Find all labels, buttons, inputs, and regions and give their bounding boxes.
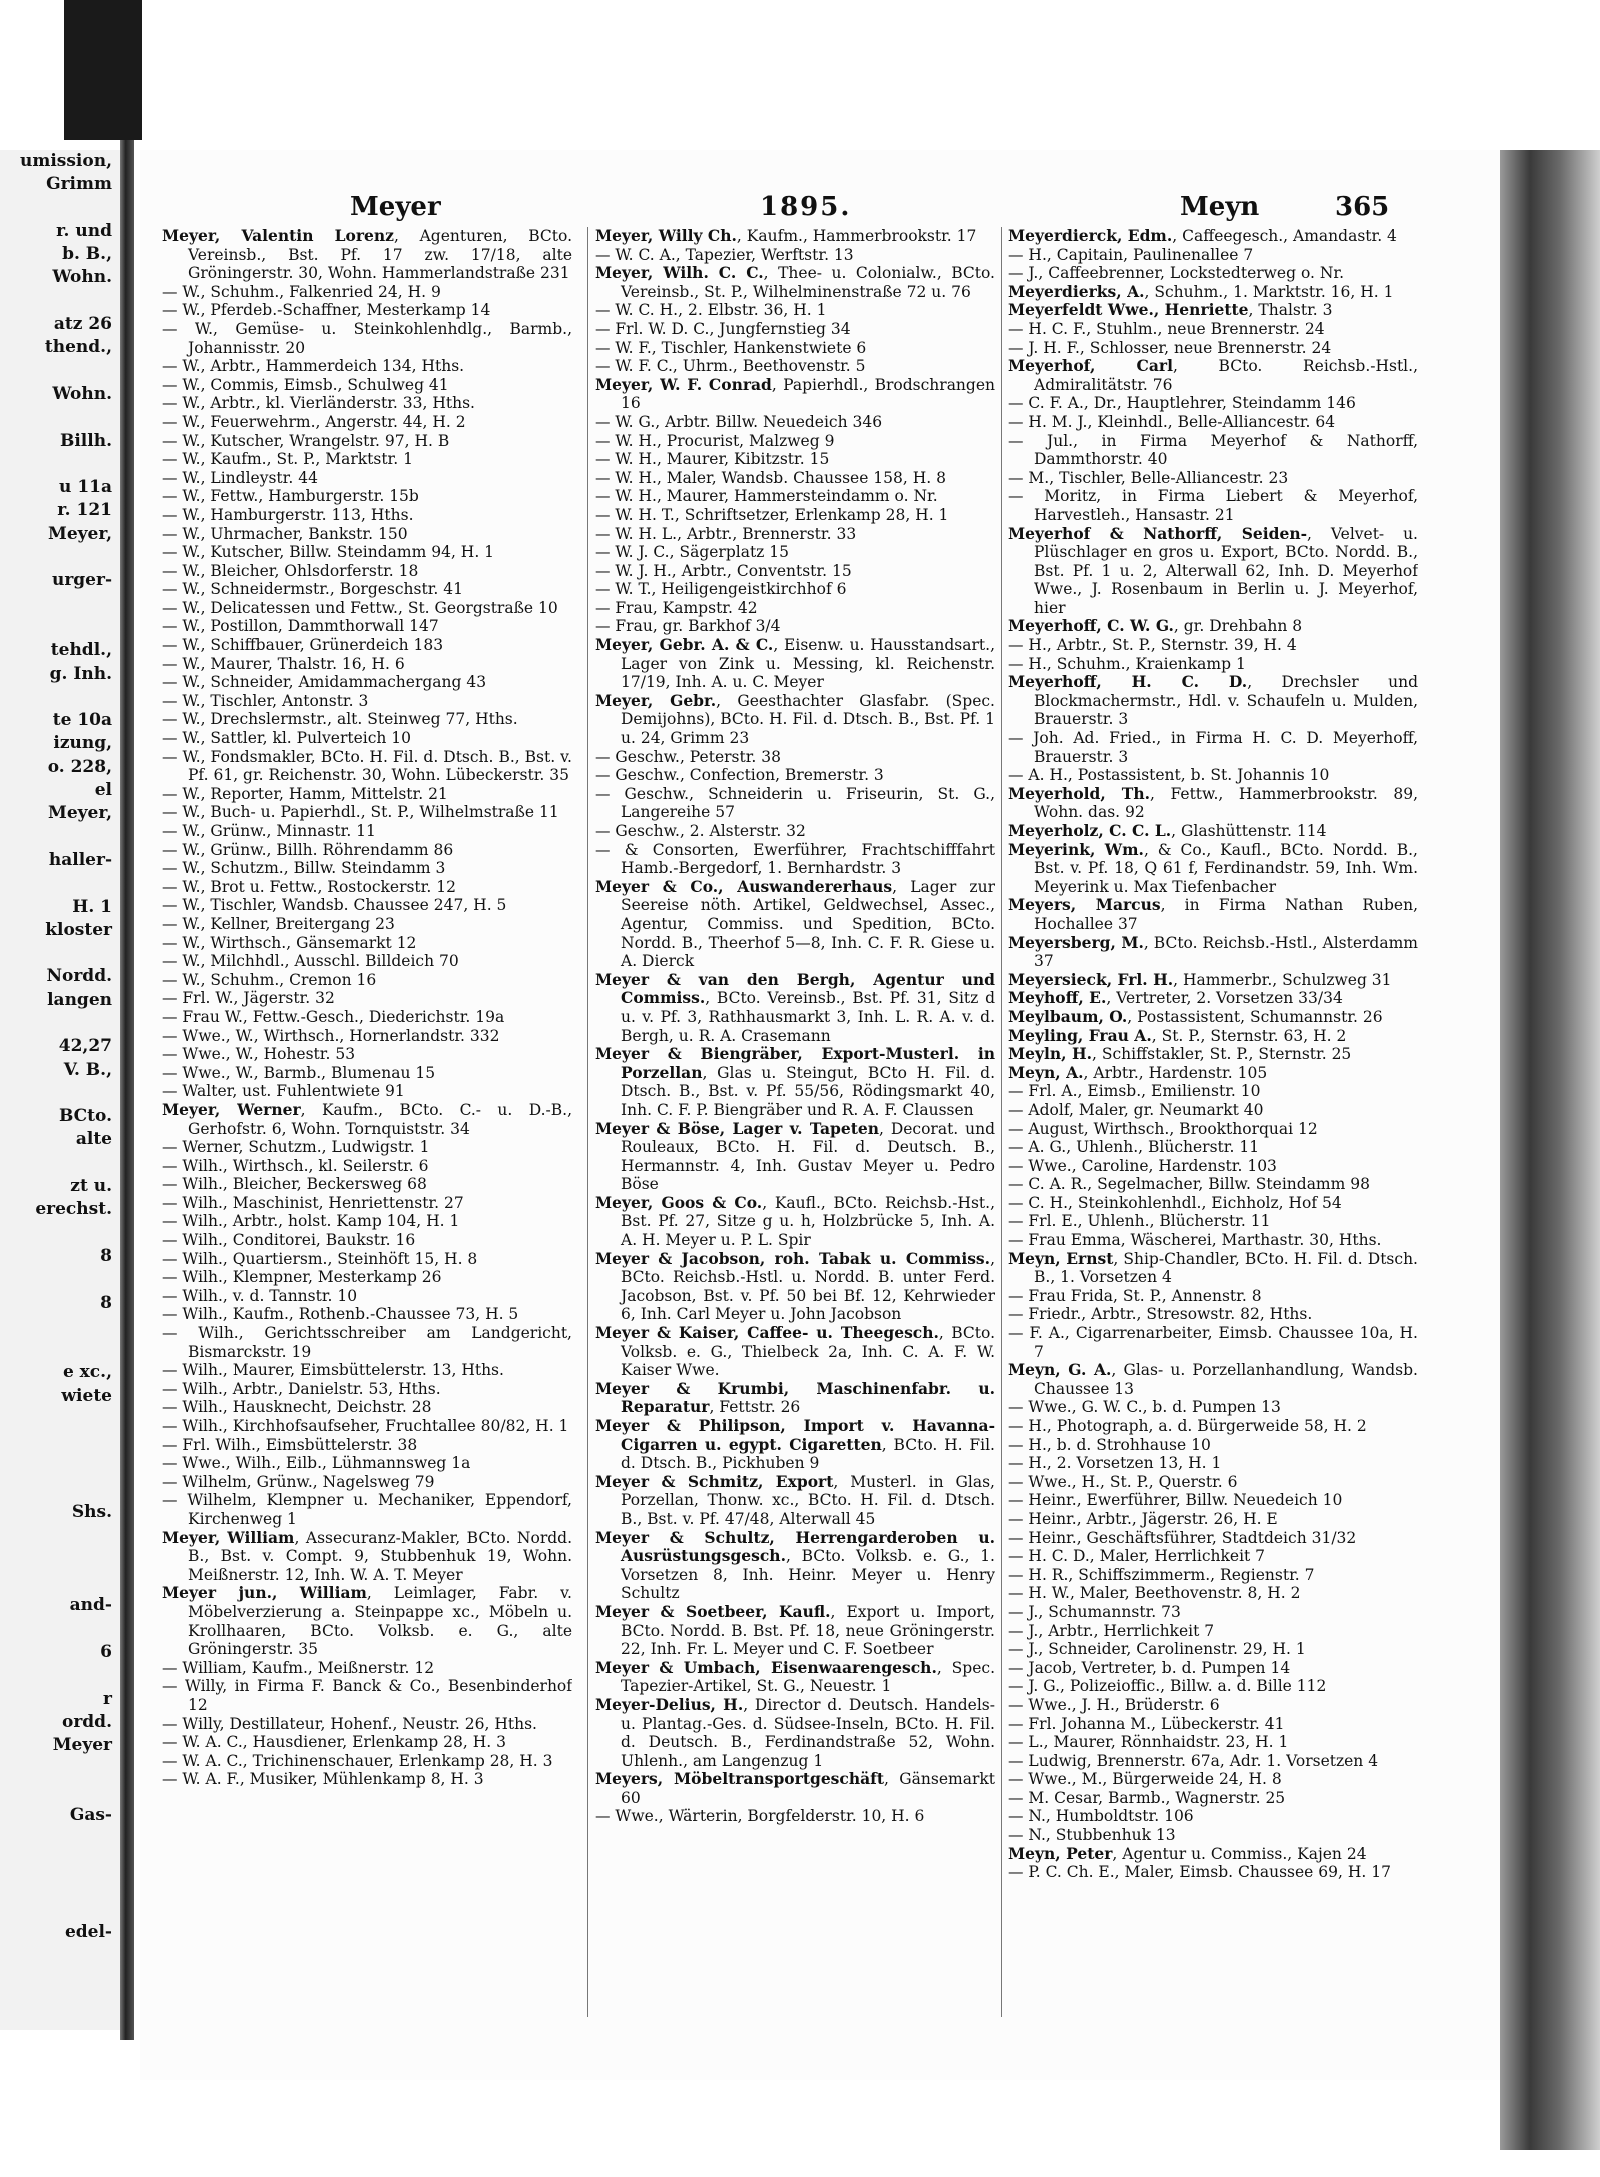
directory-entry: — Geschw., Schneiderin u. Friseurin, St. G., Langereihe 57 <box>595 784 995 822</box>
directory-entry: — H., 2. Vorsetzen 13, H. 1 <box>1008 1454 1222 1473</box>
running-head-year: 1895. <box>760 192 852 222</box>
directory-entry: Meyn, Ernst, Ship-Chandler, BCto. H. Fil. d. Dtsch. B., 1. Vorsetzen 4 <box>1008 1248 1418 1287</box>
fragment-line <box>0 1152 120 1175</box>
directory-entry: — Frl. W., Jägerstr. 32 <box>162 989 335 1008</box>
adjacent-page-fragment <box>0 150 120 2030</box>
directory-entry: Meyer & Jacobson, roh. Tabak u. Commiss., BCto. Reichsb.-Hstl. u. Nordd. B. unter Ferd. Jacobson, Bst. v. Pf. 50 bei Bf. 12, Kehrwieder 6, Inh. Carl Meyer u. John Jacobson <box>595 1248 995 1324</box>
page-edge-shadow <box>1500 150 1600 2150</box>
directory-entry: Meyer & Umbach, Eisenwaarengesch., Spec. Tapezier-Artikel, St. G., Neuestr. 1 <box>595 1657 995 1696</box>
column-rule <box>1001 227 1002 2017</box>
directory-entry: — W., Grünw., Billh. Röhrendamm 86 <box>162 840 454 859</box>
directory-entry: — W., Gemüse- u. Steinkohlenhdlg., Barmb., Johannisstr. 20 <box>162 319 572 357</box>
directory-entry: — W. C. A., Tapezier, Werftstr. 13 <box>595 245 854 264</box>
column-middle <box>595 227 995 2027</box>
fragment-line <box>0 1851 120 1874</box>
fragment-line <box>0 1548 120 1571</box>
fragment-line <box>0 1478 120 1501</box>
fragment-line: 8 <box>100 1245 112 1266</box>
page-gutter <box>120 140 134 2040</box>
directory-entry: — W., Bleicher, Ohlsdorferstr. 18 <box>162 561 419 580</box>
directory-entry: — J., Schneider, Carolinenstr. 29, H. 1 <box>1008 1640 1306 1659</box>
directory-entry: Meyersberg, M., BCto. Reichsb.-Hstl., Alsterdamm 37 <box>1008 932 1418 971</box>
fragment-line: u 11a <box>59 477 112 498</box>
fragment-line <box>0 1315 120 1338</box>
fragment-line: kloster <box>45 919 112 940</box>
fragment-line: wiete <box>61 1385 112 1406</box>
directory-entry: — Frau, Kampstr. 42 <box>595 598 758 617</box>
directory-entry: — W., Uhrmacher, Bankstr. 150 <box>162 524 408 543</box>
column-left <box>162 227 572 2027</box>
directory-entry: — W., Reporter, Hamm, Mittelstr. 21 <box>162 784 448 803</box>
fragment-line: g. Inh. <box>49 663 112 684</box>
directory-entry: — Wwe., M., Bürgerweide 24, H. 8 <box>1008 1770 1282 1789</box>
fragment-line <box>0 1082 120 1105</box>
directory-entry: — J. G., Polizeioffic., Billw. a. d. Bille 112 <box>1008 1677 1327 1696</box>
directory-entry: — Wwe., G. W. C., b. d. Pumpen 13 <box>1008 1398 1281 1417</box>
directory-entry: Meyer & Böse, Lager v. Tapeten, Decorat. und Rouleaux, BCto. H. Fil. d. Deutsch. B., Hermannstr. 4, Inh. Gustav Meyer u. Pedro Böse <box>595 1118 995 1194</box>
directory-entry: — H., Photograph, a. d. Bürgerweide 58, H. 2 <box>1008 1417 1367 1435</box>
fragment-line: izung, <box>53 733 112 754</box>
directory-entry: — Wilh., Kirchhofsaufseher, Fruchtallee 80/82, H. 1 <box>162 1417 569 1435</box>
directory-entry: Meyer & Co., Auswandererhaus, Lager zur Seereise nöth. Artikel, Geldwechsel, Assec., Agentur, Commiss. und Spedition, BCto. Nordd. B., Theerhof 5—8, Inh. C. F. R. Giese u. A. Dierck <box>595 876 995 971</box>
fragment-line <box>0 1408 120 1431</box>
directory-entry: Meyer, W. F. Conrad, Papierhdl., Brodschrangen 16 <box>595 374 995 413</box>
fragment-line <box>0 1664 120 1687</box>
fragment-line <box>0 197 120 220</box>
directory-entry: — W., Feuerwehrm., Angerstr. 44, H. 2 <box>162 412 466 431</box>
fragment-line <box>0 406 120 429</box>
directory-entry: Meyerhoff, H. C. D., Drechsler und Blockmachermstr., Hdl. v. Schaufeln u. Mulden, Brauerstr. 3 <box>1008 672 1418 729</box>
fragment-line: edel- <box>64 1921 112 1942</box>
fragment-line <box>0 1268 120 1291</box>
fragment-line: langen <box>47 989 112 1010</box>
directory-entry: Meyln, H., Schiffstakler, St. P., Sternstr. 25 <box>1008 1044 1352 1064</box>
fragment-line: Wohn. <box>52 267 112 288</box>
directory-entry: Meyer, William, Assecuranz-Makler, BCto. Nordd. B., Bst. v. Compt. 9, Stubbenhuk 19, Wohn. Meißnerstr. 12, Inh. W. A. T. Meyer <box>162 1527 572 1584</box>
directory-entry: — J., Schumannstr. 73 <box>1008 1602 1181 1621</box>
fragment-line <box>0 1338 120 1361</box>
fragment-line <box>0 616 120 639</box>
directory-entry: — W. H. L., Arbtr., Brennerstr. 33 <box>595 524 857 543</box>
fragment-line: Gas- <box>69 1805 112 1826</box>
directory-entry: — W., Tischler, Antonstr. 3 <box>162 691 369 710</box>
directory-entry: — Geschw., Peterstr. 38 <box>595 747 781 766</box>
directory-entry: — W., Lindleystr. 44 <box>162 468 318 487</box>
directory-entry: Meyerholz, C. C. L., Glashüttenstr. 114 <box>1008 821 1327 840</box>
directory-entry: — Jul., in Firma Meyerhof & Nathorff, Dammthorstr. 40 <box>1008 431 1418 469</box>
directory-entry: — Frau Emma, Wäscherei, Marthastr. 30, Hths. <box>1008 1231 1382 1250</box>
directory-entry: — W., Kutscher, Wrangelstr. 97, H. B <box>162 431 450 450</box>
directory-entry: Meyn, Peter, Agentur u. Commiss., Kajen 24 <box>1008 1843 1367 1863</box>
fragment-line <box>0 453 120 476</box>
directory-entry: Meyer, Gebr., Geesthachter Glasfabr. (Spec. Demijohns), BCto. H. Fil. d. Dtsch. B., Bst. Pf. 1 u. 24, Grimm 23 <box>595 690 995 748</box>
fragment-line <box>0 872 120 895</box>
running-head-left: Meyer <box>350 192 441 222</box>
fragment-line: alte <box>75 1129 112 1150</box>
directory-entry: — W., Buch- u. Papierhdl., St. P., Wilhelmstraße 11 <box>162 803 559 822</box>
fragment-line: 6 <box>100 1642 112 1662</box>
directory-entry: Meyer, Valentin Lorenz, Agenturen, BCto. Vereinsb., Bst. Pf. 17 zw. 17/18, alte Gröningerstr. 30, Wohn. Hammerlandstraße 231 <box>162 227 572 283</box>
directory-entry: — W., Milchhdl., Ausschl. Billdeich 70 <box>162 952 459 971</box>
directory-entry: — H. R., Schiffszimmerm., Regienstr. 7 <box>1008 1565 1315 1584</box>
directory-entry: — W., Kellner, Breitergang 23 <box>162 914 395 933</box>
directory-entry: — Wwe., H., St. P., Querstr. 6 <box>1008 1472 1238 1491</box>
directory-entry: Meyersieck, Frl. H., Hammerbr., Schulzweg 31 <box>1008 969 1392 989</box>
directory-entry: — Jacob, Vertreter, b. d. Pumpen 14 <box>1008 1658 1291 1677</box>
directory-entry: — W. F. C., Uhrm., Beethovenstr. 5 <box>595 357 866 376</box>
directory-entry: Meyn, G. A., Glas- u. Porzellanhandlung, Wandsb. Chaussee 13 <box>1008 1360 1418 1398</box>
directory-entry: Meyers, Möbeltransportgeschäft, Gänsemarkt 60 <box>595 1769 995 1807</box>
directory-entry: — Wilh., Bleicher, Beckersweg 68 <box>162 1175 427 1194</box>
directory-entry: Meyer, Willy Ch., Kaufm., Hammerbrookstr. 17 <box>595 227 977 245</box>
directory-entry: — August, Wirthsch., Brookthorquai 12 <box>1008 1119 1318 1138</box>
fragment-line: umission, <box>19 151 112 171</box>
fragment-line: te 10a <box>52 710 112 731</box>
directory-entry: — W., Hamburgerstr. 113, Hths. <box>162 505 414 524</box>
directory-entry: — W., Postillon, Dammthorwall 147 <box>162 617 439 636</box>
column-rule <box>587 227 588 2017</box>
directory-entry: Meyerhof & Nathorff, Seiden-, Velvet- u. Plüschlager en gros u. Export, BCto. Nordd. B., Bst. Pf. 1 u. 2, Alterwall 62, Inh. D. Meyerhof Wwe., J. Rosenbaum in Berlin u. J. Meyerhof, hier <box>1008 523 1418 617</box>
directory-entry: Meylbaum, O., Postassistent, Schumannstr. 26 <box>1008 1006 1383 1026</box>
directory-entry: — W., Commis, Eimsb., Schulweg 41 <box>162 375 449 394</box>
directory-entry: — Wwe., W., Barmb., Blumenau 15 <box>162 1063 436 1082</box>
directory-entry: — W. H., Maurer, Kibitzstr. 15 <box>595 450 830 469</box>
directory-entry: — W., Delicatessen und Fettw., St. Georgstraße 10 <box>162 598 558 617</box>
directory-entry: Meyerdierks, A., Schuhm., 1. Marktstr. 16, H. 1 <box>1008 281 1394 301</box>
directory-entry: — Wilh., Gerichtsschreiber am Landgericht, Bismarckstr. 19 <box>162 1324 572 1361</box>
directory-entry: — W., Wirthsch., Gänsemarkt 12 <box>162 933 417 952</box>
directory-entry: Meyerhof, Carl, BCto. Reichsb.-Hstl., Admiralitätstr. 76 <box>1008 356 1418 394</box>
fragment-line <box>0 1431 120 1454</box>
directory-entry: — N., Stubbenhuk 13 <box>1008 1826 1176 1845</box>
directory-entry: — W., Pferdeb.-Schaffner, Mesterkamp 14 <box>162 301 491 320</box>
fragment-line: Billh. <box>59 430 112 451</box>
fragment-line <box>0 546 120 569</box>
binding-shadow <box>64 0 142 140</box>
directory-entry: Meyerfeldt Wwe., Henriette, Thalstr. 3 <box>1008 300 1333 320</box>
directory-entry: — Frl. A., Eimsb., Emilienstr. 10 <box>1008 1082 1261 1101</box>
fragment-line: r <box>103 1688 112 1709</box>
directory-entry: — J., Caffeebrenner, Lockstedterweg o. Nr. <box>1008 264 1345 283</box>
directory-entry: Meyer & Biengräber, Export-Musterl. in Porzellan, Glas u. Steingut, BCto H. Fil. d. Dtsch. B., Bst. v. Pf. 55/56, Rödingsmarkt 40, Inh. C. F. P. Biengräber und R. A. F. Claussen <box>595 1044 995 1119</box>
fragment-line <box>0 1525 120 1548</box>
fragment-line: Meyer <box>52 1735 112 1756</box>
directory-entry: Meyerink, Wm., & Co., Kaufl., BCto. Nordd. B., Bst. v. Pf. 18, Q 61 f, Ferdinandstr. 59, Inh. Wm. Meyerink u. Max Tiefenbacher <box>1008 839 1418 896</box>
directory-entry: — W. H., Maurer, Hammersteindamm o. Nr. <box>595 487 938 506</box>
directory-entry: — Wwe., Wilh., Eilb., Lühmannsweg 1a <box>162 1454 471 1473</box>
directory-entry: — William, Kaufm., Meißnerstr. 12 <box>162 1658 435 1677</box>
directory-entry: — N., Humboldtstr. 106 <box>1008 1807 1194 1826</box>
fragment-line: o. 228, <box>47 756 112 777</box>
directory-entry: — L., Maurer, Rönnhaidstr. 23, H. 1 <box>1008 1733 1289 1752</box>
directory-entry: — P. C. Ch. E., Maler, Eimsb. Chaussee 69, H. 17 <box>1008 1863 1391 1882</box>
directory-entry: Meyer-Delius, H., Director d. Deutsch. Handels- u. Plantag.-Ges. d. Südsee-Inseln, BCto. H. Fil. d. Deutsch. B., Ferdinandstraße 52, Wohn. Uhlenh., am Langenzug 1 <box>595 1694 995 1770</box>
directory-entry: — M. Cesar, Barmb., Wagnerstr. 25 <box>1008 1788 1286 1807</box>
directory-entry: — Wwe., Caroline, Hardenstr. 103 <box>1008 1156 1277 1175</box>
directory-entry: — W., Grünw., Minnastr. 11 <box>162 822 376 840</box>
fragment-line <box>0 1222 120 1245</box>
fragment-line: tehdl., <box>50 640 112 661</box>
directory-entry: — Wwe., J. H., Brüderstr. 6 <box>1008 1695 1220 1714</box>
fragment-line: el <box>94 780 112 801</box>
directory-entry: Meyer & van den Bergh, Agentur und Commiss., BCto. Vereinsb., Bst. Pf. 31, Sitz d u. v. Pf. 3, Rathhausmarkt 3, Inh. L. R. A. v. d. Bergh, u. R. A. Crasemann <box>595 969 995 1045</box>
fragment-line: atz 26 <box>53 314 112 335</box>
directory-entry: — Wilh., Conditorei, Baukstr. 16 <box>162 1231 416 1250</box>
directory-entry: Meyer, Wilh. C. C., Thee- u. Colonialw., BCto. Vereinsb., St. P., Wilhelminenstraße 72 u. 76 <box>595 263 995 301</box>
directory-entry: — W., Schuhm., Cremon 16 <box>162 970 377 989</box>
fragment-line: V. B., <box>63 1059 112 1080</box>
directory-entry: — W., Schiffbauer, Grünerdeich 183 <box>162 636 444 655</box>
fragment-line: Meyer, <box>48 803 112 824</box>
directory-entry: — W., Fondsmakler, BCto. H. Fil. d. Dtsch. B., Bst. v. Pf. 61, gr. Reichenstr. 30, Wohn. Lübeckerstr. 35 <box>162 747 572 785</box>
page-number: 365 <box>1335 192 1390 222</box>
directory-entry: Meyer & Krumbi, Maschinenfabr. u. Reparatur, Fettstr. 26 <box>595 1378 995 1417</box>
directory-entry: Meyers, Marcus, in Firma Nathan Ruben, Hochallee 37 <box>1008 895 1418 933</box>
fragment-line: erechst. <box>35 1199 112 1220</box>
directory-entry: — W. C. H., 2. Elbstr. 36, H. 1 <box>595 301 827 320</box>
directory-entry: — W., Schuhm., Falkenried 24, H. 9 <box>162 282 441 301</box>
fragment-line: ordd. <box>62 1711 112 1732</box>
fragment-line: e xc., <box>62 1362 112 1383</box>
fragment-line: Wohn. <box>52 383 112 404</box>
fragment-line: thend., <box>44 337 112 358</box>
fragment-line <box>0 1757 120 1780</box>
directory-entry: — Wilhelm, Grünw., Nagelsweg 79 <box>162 1472 435 1491</box>
directory-entry: Meyer & Soetbeer, Kaufl., Export u. Import, BCto. Nordd. B. Bst. Pf. 18, neue Gröningerstr. 22, Inh. Fr. L. Meyer und C. F. Soetbeer <box>595 1601 995 1659</box>
directory-entry: — Wilh., v. d. Tannstr. 10 <box>162 1286 358 1305</box>
directory-entry: — W., Schneidermstr., Borgeschstr. 41 <box>162 580 464 599</box>
fragment-line: 8 <box>100 1292 112 1313</box>
directory-entry: — W. T., Heiligengeistkirchhof 6 <box>595 580 847 599</box>
directory-entry: — W., Arbtr., kl. Vierländerstr. 33, Hths. <box>162 394 475 413</box>
directory-entry: — & Consorten, Ewerführer, Frachtschifffahrt Hamb.-Bergedorf, 1. Bernhardstr. 3 <box>595 840 995 878</box>
fragment-line: Grimm <box>46 174 112 195</box>
directory-entry: — Wilhelm, Klempner u. Mechaniker, Eppendorf, Kirchenweg 1 <box>162 1491 572 1528</box>
directory-entry: — W., Fettw., Hamburgerstr. 15b <box>162 487 419 506</box>
directory-entry: — H., Capitain, Paulinenallee 7 <box>1008 245 1254 264</box>
fragment-line: haller- <box>48 849 112 870</box>
directory-entry: — Wilh., Maurer, Eimsbüttelerstr. 13, Hths. <box>162 1361 504 1380</box>
directory-entry: Meyn, A., Arbtr., Hardenstr. 105 <box>1008 1062 1268 1082</box>
fragment-line: and- <box>69 1595 112 1616</box>
directory-entry: — Wilh., Arbtr., Danielstr. 53, Hths. <box>162 1379 441 1398</box>
directory-entry: — Werner, Schutzm., Ludwigstr. 1 <box>162 1138 430 1157</box>
directory-entry: — H. C. F., Stuhlm., neue Brennerstr. 24 <box>1008 319 1325 338</box>
directory-entry: — H., Arbtr., St. P., Sternstr. 39, H. 4 <box>1008 636 1297 655</box>
directory-entry: Meyer & Philipson, Import v. Havanna-Cigarren u. egypt. Cigaretten, BCto. H. Fil. d. Dtsch. B., Pickhuben 9 <box>595 1416 995 1473</box>
directory-entry: — Moritz, in Firma Liebert & Meyerhof, Harvestleh., Hansastr. 21 <box>1008 487 1418 524</box>
directory-entry: — W., Sattler, kl. Pulverteich 10 <box>162 729 412 748</box>
fragment-line: r. und <box>56 220 112 241</box>
fragment-line <box>0 826 120 849</box>
directory-entry: — H., b. d. Strohhause 10 <box>1008 1435 1211 1454</box>
fragment-line <box>0 686 120 709</box>
directory-entry: — W., Schneider, Amidammachergang 43 <box>162 673 487 692</box>
directory-entry: — Wwe., W., Hohestr. 53 <box>162 1045 356 1064</box>
directory-entry: — A. H., Postassistent, b. St. Johannis 10 <box>1008 766 1330 785</box>
directory-entry: — W. J. H., Arbtr., Conventstr. 15 <box>595 561 852 580</box>
directory-entry: — W. J. C., Sägerplatz 15 <box>595 543 789 562</box>
directory-entry: — W. H. T., Schriftsetzer, Erlenkamp 28, H. 1 <box>595 505 949 524</box>
directory-entry: — Wwe., Wärterin, Borgfelderstr. 10, H. 6 <box>595 1807 925 1826</box>
directory-entry: — W., Brot u. Fettw., Rostockerstr. 12 <box>162 877 456 896</box>
directory-entry: — C. A. R., Segelmacher, Billw. Steindamm 98 <box>1008 1175 1370 1194</box>
directory-entry: — Heinr., Geschäftsführer, Stadtdeich 31/32 <box>1008 1528 1357 1547</box>
directory-entry: — J. H. F., Schlosser, neue Brennerstr. 24 <box>1008 338 1332 357</box>
fragment-line: urger- <box>51 570 112 591</box>
directory-entry: — C. H., Steinkohlenhdl., Eichholz, Hof 54 <box>1008 1193 1342 1212</box>
fragment-line: Shs. <box>71 1502 112 1523</box>
fragment-line: H. 1 <box>72 896 112 917</box>
running-head-right: Meyn <box>1180 192 1260 222</box>
directory-entry: — W., Arbtr., Hammerdeich 134, Hths. <box>162 357 465 376</box>
directory-entry: — H. M. J., Kleinhdl., Belle-Alliancestr. 64 <box>1008 412 1336 431</box>
directory-entry: — Heinr., Arbtr., Jägerstr. 26, H. E <box>1008 1509 1278 1528</box>
directory-entry: Meyerhold, Th., Fettw., Hammerbrookstr. 89, Wohn. das. 92 <box>1008 783 1418 822</box>
directory-entry: — F. A., Cigarrenarbeiter, Eimsb. Chaussee 10a, H. 7 <box>1008 1324 1418 1361</box>
directory-entry: Meyer & Schmitz, Export, Musterl. in Glas, Porzellan, Thonw. xc., BCto. H. Fil. d. Dtsch. B., Bst. v. Pf. 47/48, Alterwall 45 <box>595 1471 995 1528</box>
directory-entry: — Heinr., Ewerführer, Billw. Neuedeich 10 <box>1008 1491 1343 1510</box>
fragment-line: zt u. <box>70 1176 112 1197</box>
directory-entry: Meyer, Gebr. A. & C., Eisenw. u. Hausstandsart., Lager von Zink u. Messing, kl. Reichenstr. 17/19, Inh. A. u. C. Meyer <box>595 635 995 692</box>
directory-entry: — W. A. C., Hausdiener, Erlenkamp 28, H. 3 <box>162 1733 506 1752</box>
directory-entry: — Wilh., Quartiersm., Steinhöft 15, H. 8 <box>162 1249 478 1268</box>
directory-entry: — W., Maurer, Thalstr. 16, H. 6 <box>162 654 405 673</box>
directory-entry: Meyer, Goos & Co., Kaufl., BCto. Reichsb.-Hst., Bst. Pf. 27, Sitze g u. h, Holzbrücke 5, Inh. A. A. H. Meyer u. P. L. Spir <box>595 1192 995 1250</box>
fragment-line <box>0 1455 120 1478</box>
directory-entry: — Wilh., Hausknecht, Deichstr. 28 <box>162 1398 432 1417</box>
fragment-line: Meyer, <box>48 523 112 544</box>
directory-entry: — W., Tischler, Wandsb. Chaussee 247, H. 5 <box>162 896 507 915</box>
column-right <box>1008 227 1418 2027</box>
directory-entry: — Wwe., W., Wirthsch., Hornerlandstr. 332 <box>162 1026 500 1045</box>
directory-entry: — Geschw., 2. Alsterstr. 32 <box>595 822 806 840</box>
fragment-line: r. 121 <box>57 500 112 521</box>
fragment-line <box>0 942 120 965</box>
directory-entry: — M., Tischler, Belle-Alliancestr. 23 <box>1008 468 1289 487</box>
directory-entry: — H. W., Maler, Beethovenstr. 8, H. 2 <box>1008 1584 1301 1603</box>
directory-entry: — Wilh., Arbtr., holst. Kamp 104, H. 1 <box>162 1212 460 1231</box>
fragment-line <box>0 360 120 383</box>
directory-entry: Meyer, Werner, Kaufm., BCto. C.- u. D.-B., Gerhofstr. 6, Wohn. Tornquiststr. 34 <box>162 1099 572 1138</box>
directory-entry: — W. F., Tischler, Hankenstwiete 6 <box>595 338 867 357</box>
fragment-line <box>0 1618 120 1641</box>
directory-entry: — Frau W., Fettw.-Gesch., Diederichstr. 19a <box>162 1007 505 1026</box>
directory-entry: — Ludwig, Brennerstr. 67a, Adr. 1. Vorsetzen 4 <box>1008 1751 1379 1770</box>
directory-entry: — Frl. Wilh., Eimsbüttelerstr. 38 <box>162 1435 418 1454</box>
fragment-line <box>0 1781 120 1804</box>
directory-entry: — Frau, gr. Barkhof 3/4 <box>595 617 781 636</box>
directory-entry: — W. H., Maler, Wandsb. Chaussee 158, H. 8 <box>595 468 946 487</box>
directory-entry: — Wilh., Wirthsch., kl. Seilerstr. 6 <box>162 1156 429 1175</box>
directory-entry: — Geschw., Confection, Bremerstr. 3 <box>595 766 884 785</box>
directory-entry: — Friedr., Arbtr., Stresowstr. 82, Hths. <box>1008 1305 1313 1324</box>
fragment-line <box>0 1012 120 1035</box>
directory-entry: Meyer & Kaiser, Caffee- u. Theegesch., BCto. Volksb. e. G., Thielbeck 2a, Inh. C. A. F. W. Kaiser Wwe. <box>595 1323 995 1380</box>
directory-entry: — J., Arbtr., Herrlichkeit 7 <box>1008 1621 1215 1640</box>
fragment-line <box>0 1571 120 1594</box>
directory-entry: — Walter, ust. Fuhlentwiete 91 <box>162 1082 405 1101</box>
directory-entry: — W. H., Procurist, Malzweg 9 <box>595 431 835 450</box>
directory-entry: Meyerdierck, Edm., Caffeegesch., Amandastr. 4 <box>1008 227 1397 245</box>
directory-entry: — Frau Frida, St. P., Annenstr. 8 <box>1008 1286 1262 1305</box>
directory-entry: — W., Schutzm., Billw. Steindamm 3 <box>162 859 446 878</box>
directory-entry: Meyling, Frau A., St. P., Sternstr. 63, H. 2 <box>1008 1025 1347 1045</box>
fragment-line: BCto. <box>58 1106 112 1127</box>
directory-entry: — Frl. Johanna M., Lübeckerstr. 41 <box>1008 1714 1285 1733</box>
directory-page <box>140 150 1500 2080</box>
fragment-line <box>0 1874 120 1897</box>
fragment-line: b. B., <box>62 244 112 265</box>
directory-entry: — Joh. Ad. Fried., in Firma H. C. D. Meyerhoff, Brauerstr. 3 <box>1008 729 1418 766</box>
directory-entry: Meyhoff, E., Vertreter, 2. Vorsetzen 33/34 <box>1008 988 1343 1008</box>
directory-entry: — Frl. E., Uhlenh., Blücherstr. 11 <box>1008 1212 1271 1231</box>
directory-entry: — W. A. F., Musiker, Mühlenkamp 8, H. 3 <box>162 1770 484 1789</box>
directory-entry: — C. F. A., Dr., Hauptlehrer, Steindamm 146 <box>1008 394 1356 413</box>
directory-entry: — Adolf, Maler, gr. Neumarkt 40 <box>1008 1100 1264 1119</box>
directory-entry: — W., Drechslermstr., alt. Steinweg 77, Hths. <box>162 710 518 729</box>
fragment-line <box>0 1827 120 1850</box>
directory-entry: — Willy, Destillateur, Hohenf., Neustr. 26, Hths. <box>162 1714 537 1733</box>
directory-entry: — Wilh., Kaufm., Rothenb.-Chaussee 73, H. 5 <box>162 1305 519 1324</box>
directory-entry: — Wilh., Klempner, Mesterkamp 26 <box>162 1268 442 1287</box>
directory-entry: — H. C. D., Maler, Herrlichkeit 7 <box>1008 1547 1266 1566</box>
directory-entry: Meyerhoff, C. W. G., gr. Drehbahn 8 <box>1008 616 1303 636</box>
directory-entry: — A. G., Uhlenh., Blücherstr. 11 <box>1008 1138 1260 1157</box>
directory-entry: — Frl. W. D. C., Jungfernstieg 34 <box>595 319 851 338</box>
directory-entry: — W. G., Arbtr. Billw. Neuedeich 346 <box>595 412 883 431</box>
directory-entry: — W., Kaufm., St. P., Marktstr. 1 <box>162 450 413 469</box>
directory-entry: — H., Schuhm., Kraienkamp 1 <box>1008 654 1246 673</box>
fragment-line <box>0 1897 120 1920</box>
fragment-line <box>0 290 120 313</box>
directory-entry: — Wilh., Maschinist, Henriettenstr. 27 <box>162 1193 464 1212</box>
directory-entry: — W., Kutscher, Billw. Steindamm 94, H. 1 <box>162 543 495 562</box>
directory-entry: — W. A. C., Trichinenschauer, Erlenkamp 28, H. 3 <box>162 1751 553 1770</box>
directory-entry: Meyer & Schultz, Herrengarderoben u. Ausrüstungsgesch., BCto. Volksb. e. G., 1. Vorsetzen 8, Inh. Heinr. Meyer u. Henry Schultz <box>595 1527 995 1603</box>
fragment-line: Nordd. <box>46 966 112 987</box>
fragment-line <box>0 593 120 616</box>
directory-entry: Meyer jun., William, Leimlager, Fabr. v. Möbelverzierung a. Steinpappe xc., Möbeln u. Krollhaaren, BCto. Volksb. e. G., alte Gröningerstr. 35 <box>162 1583 572 1659</box>
fragment-line: 42,27 <box>58 1036 112 1057</box>
directory-entry: — Willy, in Firma F. Banck & Co., Besenbinderhof 12 <box>162 1677 572 1714</box>
